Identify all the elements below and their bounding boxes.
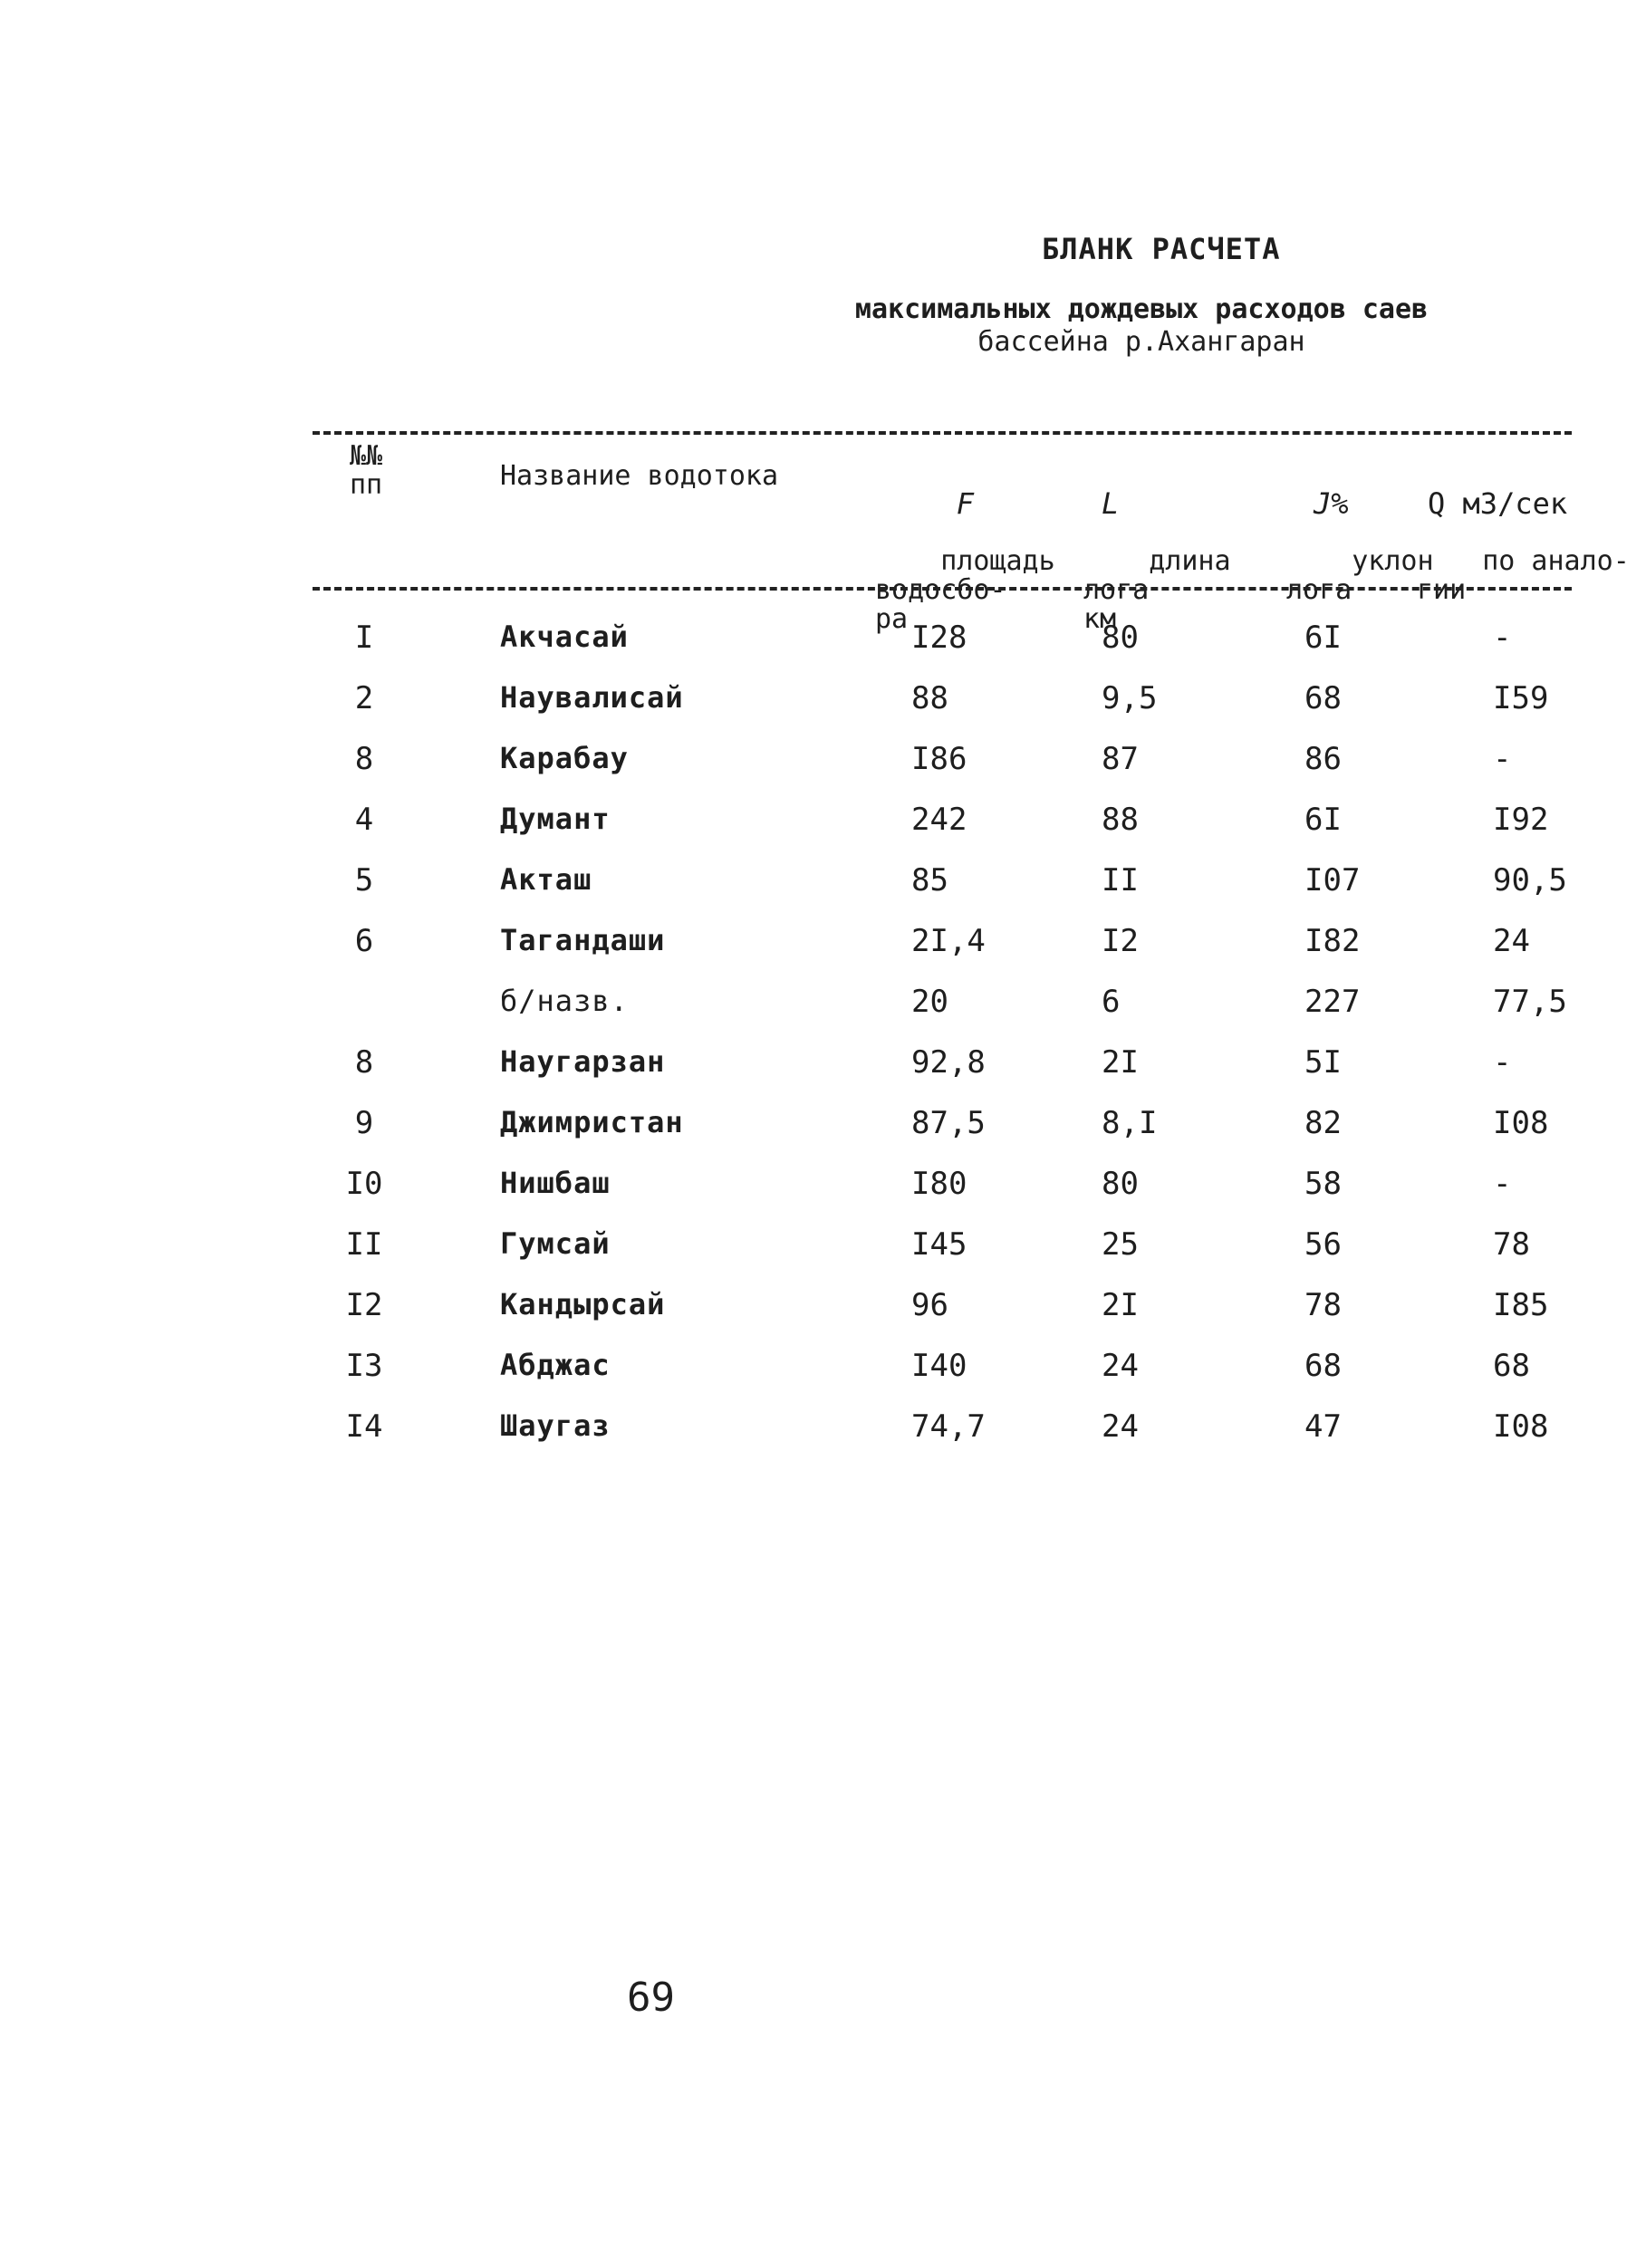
cell-l: 24 [1102,1408,1139,1445]
cell-f: 85 [911,862,948,899]
cell-name: Кандырсай [500,1287,666,1321]
cell-no: 5 [354,862,374,899]
cell-f: I80 [911,1166,967,1202]
cell-l: 24 [1102,1348,1139,1384]
cell-f: 2I,4 [911,923,986,959]
cell-name: б/назв. [500,984,629,1018]
cell-name: Нишбаш [500,1166,611,1200]
cell-name: Думант [500,802,611,836]
cell-f: 96 [911,1287,948,1323]
cell-f: 87,5 [911,1105,986,1141]
page-title: БЛАНК РАСЧЕТА [1042,232,1281,266]
cell-q: I08 [1493,1408,1549,1445]
table-row [0,741,1646,786]
header-j [1286,431,1434,634]
cell-j: 58 [1304,1166,1342,1202]
cell-f: 92,8 [911,1044,986,1081]
cell-j: 78 [1304,1287,1342,1323]
cell-f: I45 [911,1226,967,1263]
table-row [0,1105,1646,1150]
cell-j: 6I [1304,802,1342,838]
table-row [0,1348,1646,1393]
cell-f: 74,7 [911,1408,986,1445]
table-row [0,923,1646,968]
header-f-label: площадь водосбо- ра [875,545,1055,635]
cell-name: Наувалисай [500,680,684,715]
cell-name: Гумсай [500,1226,611,1261]
cell-q: - [1493,620,1512,656]
cell-name: Тагандаши [500,923,666,957]
table-row [0,984,1646,1029]
cell-q: 24 [1493,923,1530,959]
cell-no: 4 [354,802,374,838]
cell-q: 77,5 [1493,984,1567,1020]
cell-no: 6 [354,923,374,959]
cell-l: 9,5 [1102,680,1158,716]
cell-l: I2 [1102,923,1139,959]
cell-j: 5I [1304,1044,1342,1081]
subtitle-line-2: бассейна р.Ахангаран [977,326,1305,358]
cell-name: Карабау [500,741,629,775]
cell-l: 2I [1102,1287,1139,1323]
cell-no: 9 [354,1105,374,1141]
cell-f: 242 [911,802,967,838]
cell-j: 56 [1304,1226,1342,1263]
table-row [0,1408,1646,1454]
cell-f: I40 [911,1348,967,1384]
header-name: Название водотока [500,460,779,492]
cell-l: 2I [1102,1044,1139,1081]
cell-j: 82 [1304,1105,1342,1141]
cell-name: Абджас [500,1348,611,1382]
cell-name: Джимристан [500,1105,684,1139]
cell-name: Наугарзан [500,1044,666,1079]
header-q-label: по анало- гии [1417,545,1630,606]
cell-j: I82 [1304,923,1361,959]
cell-no: I [354,620,374,656]
cell-q: - [1493,741,1512,777]
cell-f: 88 [911,680,948,716]
subtitle-line-1: максимальных дождевых расходов саев [854,293,1429,325]
page-number: 69 [627,1975,675,2021]
table-row [0,1166,1646,1211]
table-row [0,1287,1646,1332]
cell-l: 87 [1102,741,1139,777]
cell-l: 88 [1102,802,1139,838]
cell-f: I28 [911,620,967,656]
header-j-symbol: J% [1314,486,1349,521]
cell-q: - [1493,1044,1512,1081]
header-q-symbol: Q м3/сек [1428,486,1568,521]
table-row [0,802,1646,847]
header-l-symbol: L [1102,486,1120,521]
header-j-label: уклон лога [1286,545,1434,606]
cell-j: 68 [1304,1348,1342,1384]
cell-no: 2 [354,680,374,716]
cell-q: 90,5 [1493,862,1567,899]
cell-l: 25 [1102,1226,1139,1263]
cell-j: 47 [1304,1408,1342,1445]
table-row [0,1044,1646,1090]
cell-j: 68 [1304,680,1342,716]
cell-q: I59 [1493,680,1549,716]
cell-q: I08 [1493,1105,1549,1141]
cell-j: 227 [1304,984,1361,1020]
cell-no: I3 [345,1348,383,1384]
cell-q: I85 [1493,1287,1549,1323]
cell-j: 6I [1304,620,1342,656]
page-subtitle [797,293,1486,359]
cell-name: Акчасай [500,620,629,654]
cell-l: 80 [1102,1166,1139,1202]
cell-l: 80 [1102,620,1139,656]
cell-no: 8 [354,1044,374,1081]
header-no: №№ пп [350,440,383,501]
cell-l: II [1102,862,1139,899]
cell-j: 86 [1304,741,1342,777]
cell-q: 68 [1493,1348,1530,1384]
header-l-label: длина лога км [1083,545,1231,635]
table-row [0,1226,1646,1272]
cell-no: 8 [354,741,374,777]
cell-l: 6 [1102,984,1121,1020]
cell-j: I07 [1304,862,1361,899]
header-f-symbol: F [956,486,974,521]
cell-q: 78 [1493,1226,1530,1263]
table-bottom-rule [313,587,1572,591]
cell-q: I92 [1493,802,1549,838]
cell-q: - [1493,1166,1512,1202]
cell-l: 8,I [1102,1105,1158,1141]
table-row [0,862,1646,908]
cell-no: II [345,1226,383,1263]
cell-f: I86 [911,741,967,777]
cell-no: I2 [345,1287,383,1323]
cell-name: Шаугаз [500,1408,611,1443]
table-row [0,620,1646,665]
table-row [0,680,1646,726]
cell-no: I4 [345,1408,383,1445]
cell-name: Акташ [500,862,592,897]
cell-no: I0 [345,1166,383,1202]
cell-f: 20 [911,984,948,1020]
header-q [1417,431,1630,634]
